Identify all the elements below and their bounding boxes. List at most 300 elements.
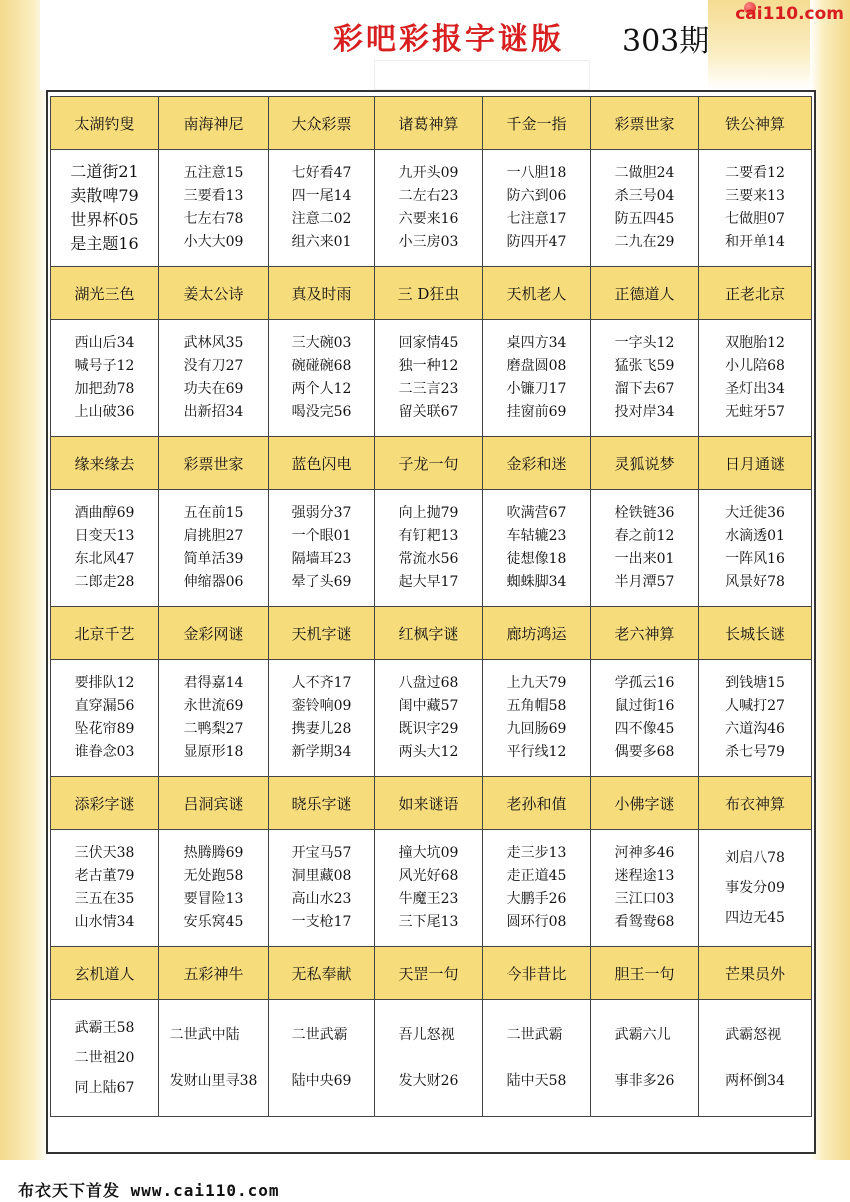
clue-lines xyxy=(725,502,785,594)
clue-line: 六道沟46 xyxy=(725,721,785,737)
clue-line: 三五在35 xyxy=(74,891,135,907)
column-title: 如来谜语 xyxy=(375,777,483,830)
clue-line: 一个眼01 xyxy=(291,528,352,544)
clue-line: 老古董79 xyxy=(74,868,135,884)
clue-line: 二左右23 xyxy=(398,188,459,204)
clue-line: 三大碗03 xyxy=(291,335,352,351)
clue-row xyxy=(51,320,812,437)
column-title: 北京千艺 xyxy=(51,607,159,660)
clue-line: 防四开47 xyxy=(506,234,567,250)
page-background-left xyxy=(0,0,48,1160)
clue-line: 防五四45 xyxy=(614,211,675,227)
clue-line: 三要来13 xyxy=(725,188,785,204)
clue-line: 大迁徙36 xyxy=(725,505,785,521)
column-title: 老六神算 xyxy=(591,607,699,660)
clue-line: 四一尾14 xyxy=(291,188,352,204)
column-title: 晓乐字谜 xyxy=(269,777,375,830)
clue-line: 同上陆67 xyxy=(74,1080,135,1096)
clue-line: 二要看12 xyxy=(725,165,785,181)
clue-line: 四边无45 xyxy=(725,910,785,926)
clue-line: 半月潭57 xyxy=(614,574,675,590)
clue-cell xyxy=(699,490,812,607)
column-title: 湖光三色 xyxy=(51,267,159,320)
clue-lines xyxy=(184,332,244,424)
clue-row xyxy=(51,660,812,777)
clue-lines xyxy=(399,332,459,424)
clue-line: 碗碰碗68 xyxy=(291,358,352,374)
clue-line: 吾儿怒视 xyxy=(398,1027,455,1043)
clue-lines xyxy=(399,502,459,594)
clue-line: 二世武霸 xyxy=(506,1027,563,1043)
clue-line: 携妻儿28 xyxy=(291,721,352,737)
clue-line: 和开单14 xyxy=(725,234,785,250)
column-title: 无私奉献 xyxy=(269,947,375,1000)
clue-cell xyxy=(51,660,159,777)
clue-line: 圆环行08 xyxy=(506,914,567,930)
column-title: 南海神尼 xyxy=(159,97,269,150)
clue-line: 走正道45 xyxy=(506,868,567,884)
clue-line: 无蛀牙57 xyxy=(725,404,785,420)
clue-line: 七好看47 xyxy=(291,165,352,181)
clue-line: 四不像45 xyxy=(614,721,675,737)
page-background-right xyxy=(810,0,850,1160)
clue-lines xyxy=(184,672,244,764)
column-title: 天机字谜 xyxy=(269,607,375,660)
clue-line: 一字头12 xyxy=(614,335,675,351)
column-title: 缘来缘去 xyxy=(51,437,159,490)
column-title: 彩票世家 xyxy=(591,97,699,150)
clue-line: 喊号子12 xyxy=(74,358,135,374)
column-title: 金彩和迷 xyxy=(483,437,591,490)
clue-lines xyxy=(75,332,135,424)
clue-lines xyxy=(292,842,352,934)
clue-cell xyxy=(51,320,159,437)
clue-line: 风景好78 xyxy=(725,574,785,590)
clue-line: 车轱辘23 xyxy=(506,528,567,544)
clue-line: 卖散啤79 xyxy=(70,186,139,205)
clue-cell xyxy=(591,830,699,947)
clue-line: 三要看13 xyxy=(183,188,244,204)
blank-box xyxy=(374,60,590,90)
clue-lines xyxy=(292,162,352,254)
clue-line: 六要来16 xyxy=(398,211,459,227)
clue-line: 武霸六儿 xyxy=(614,1027,671,1043)
clue-cell xyxy=(591,150,699,267)
column-title: 子龙一句 xyxy=(375,437,483,490)
clue-line: 刘启八78 xyxy=(725,850,785,866)
clue-line: 发大财26 xyxy=(398,1073,459,1089)
clue-line: 事发分09 xyxy=(725,880,785,896)
clue-lines xyxy=(292,672,352,764)
clue-line: 发财山里寻38 xyxy=(169,1073,258,1089)
clue-lines xyxy=(507,502,567,594)
clue-line: 杀三号04 xyxy=(614,188,675,204)
clue-line: 隔墙耳23 xyxy=(291,551,352,567)
clue-line: 陆中天58 xyxy=(506,1073,567,1089)
clue-line: 直穿漏56 xyxy=(74,698,135,714)
clue-cell xyxy=(269,660,375,777)
clue-line: 徒想像18 xyxy=(506,551,567,567)
clue-lines xyxy=(75,672,135,764)
clue-cell xyxy=(483,660,591,777)
clue-lines xyxy=(507,162,567,254)
clue-row xyxy=(51,150,812,267)
clue-cell xyxy=(51,490,159,607)
clue-line: 酒曲醇69 xyxy=(74,505,135,521)
column-title: 廊坊鸿运 xyxy=(483,607,591,660)
column-title: 彩票世家 xyxy=(159,437,269,490)
column-title: 诸葛神算 xyxy=(375,97,483,150)
column-title: 今非昔比 xyxy=(483,947,591,1000)
clue-line: 开宝马57 xyxy=(291,845,352,861)
clue-line: 永世流69 xyxy=(183,698,244,714)
clue-row xyxy=(51,490,812,607)
clue-lines xyxy=(75,502,135,594)
clue-lines xyxy=(399,672,459,764)
clue-line: 伸缩器06 xyxy=(183,574,244,590)
clue-line: 山水情34 xyxy=(74,914,135,930)
column-title: 真及时雨 xyxy=(269,267,375,320)
clue-cell xyxy=(51,1000,159,1117)
clue-cell xyxy=(375,1000,483,1117)
clue-line: 大鹏手26 xyxy=(506,891,567,907)
clue-line: 安乐窝45 xyxy=(183,914,244,930)
clue-cell xyxy=(159,1000,269,1117)
clue-cell xyxy=(375,320,483,437)
clue-line: 高山水23 xyxy=(291,891,352,907)
clue-line: 日变天13 xyxy=(74,528,135,544)
clue-lines xyxy=(725,672,785,764)
clue-line: 留关联67 xyxy=(398,404,459,420)
clue-cell xyxy=(51,150,159,267)
clue-lines xyxy=(170,1012,258,1104)
clue-line: 撞大坑09 xyxy=(398,845,459,861)
column-title: 老孙和值 xyxy=(483,777,591,830)
clue-line: 两个人12 xyxy=(291,381,352,397)
clue-lines xyxy=(399,162,459,254)
clue-cell xyxy=(591,490,699,607)
clue-line: 显原形18 xyxy=(183,744,244,760)
clue-line: 出新招34 xyxy=(183,404,244,420)
clue-line: 二郎走28 xyxy=(74,574,135,590)
clue-line: 猛张飞59 xyxy=(614,358,675,374)
header-row xyxy=(51,267,812,320)
column-title: 蓝色闪电 xyxy=(269,437,375,490)
issue-number: 303期 xyxy=(622,24,710,59)
clue-line: 一阵风16 xyxy=(725,551,785,567)
clue-line: 走三步13 xyxy=(506,845,567,861)
clue-line: 二做胆24 xyxy=(614,165,675,181)
clue-line: 独一种12 xyxy=(398,358,459,374)
clue-line: 东北风47 xyxy=(74,551,135,567)
clue-lines xyxy=(615,502,675,594)
clue-cell xyxy=(483,1000,591,1117)
clue-line: 无处跑58 xyxy=(183,868,244,884)
column-title: 正德道人 xyxy=(591,267,699,320)
column-title: 灵狐说梦 xyxy=(591,437,699,490)
column-title: 日月通谜 xyxy=(699,437,812,490)
clue-line: 君得嘉14 xyxy=(183,675,244,691)
clue-lines xyxy=(70,160,138,256)
clue-lines xyxy=(507,332,567,424)
clue-lines xyxy=(725,332,785,424)
clue-line: 是主题16 xyxy=(70,234,139,253)
header-row xyxy=(51,607,812,660)
clue-line: 二道街21 xyxy=(70,162,139,181)
column-title: 长城长谜 xyxy=(699,607,812,660)
clue-cell xyxy=(269,320,375,437)
clue-line: 既识字29 xyxy=(398,721,459,737)
clue-line: 加把劲78 xyxy=(74,381,135,397)
page-title: 彩吧彩报字谜版 xyxy=(333,22,564,57)
clue-lines xyxy=(184,162,244,254)
clue-line: 水滴透01 xyxy=(725,528,785,544)
clue-lines xyxy=(292,332,352,424)
header-row xyxy=(51,947,812,1000)
column-title: 添彩字谜 xyxy=(51,777,159,830)
clue-line: 武林风35 xyxy=(183,335,244,351)
clue-row xyxy=(51,830,812,947)
clue-line: 事非多26 xyxy=(614,1073,675,1089)
clue-line: 三江口03 xyxy=(614,891,675,907)
clue-cell xyxy=(269,1000,375,1117)
header-row xyxy=(51,97,812,150)
clue-line: 八盘过68 xyxy=(398,675,459,691)
clue-cell xyxy=(269,830,375,947)
clue-cell xyxy=(699,1000,812,1117)
column-title: 吕洞宾谜 xyxy=(159,777,269,830)
clue-line: 到钱塘15 xyxy=(725,675,785,691)
clue-lines xyxy=(507,842,567,934)
clue-line: 新学期34 xyxy=(291,744,352,760)
clue-cell xyxy=(375,660,483,777)
column-title: 天机老人 xyxy=(483,267,591,320)
clue-lines xyxy=(75,842,135,934)
clue-lines xyxy=(507,1012,567,1104)
clue-line: 牛魔王23 xyxy=(398,891,459,907)
clue-line: 河神多46 xyxy=(614,845,675,861)
clue-cell xyxy=(375,830,483,947)
clue-line: 坠花帘89 xyxy=(74,721,135,737)
clue-cell xyxy=(591,660,699,777)
clue-cell xyxy=(483,150,591,267)
clue-cell xyxy=(159,490,269,607)
clue-cell xyxy=(699,150,812,267)
clue-lines xyxy=(184,842,244,934)
clue-line: 七做胆07 xyxy=(725,211,785,227)
column-title: 大众彩票 xyxy=(269,97,375,150)
clue-line: 栓铁链36 xyxy=(614,505,675,521)
clue-line: 武霸王58 xyxy=(74,1020,135,1036)
clue-line: 磨盘圆08 xyxy=(506,358,567,374)
clue-lines xyxy=(292,502,352,594)
clue-cell xyxy=(375,490,483,607)
clue-line: 功夫在69 xyxy=(183,381,244,397)
clue-cell xyxy=(483,490,591,607)
clue-line: 上山破36 xyxy=(74,404,135,420)
clue-line: 世界杯05 xyxy=(70,210,139,229)
header-row xyxy=(51,777,812,830)
clue-cell xyxy=(159,660,269,777)
clue-line: 二鸭梨27 xyxy=(183,721,244,737)
clue-line: 学孤云16 xyxy=(614,675,675,691)
clue-line: 回家情45 xyxy=(398,335,459,351)
clue-cell xyxy=(483,830,591,947)
clue-cell xyxy=(269,150,375,267)
clue-line: 常流水56 xyxy=(398,551,459,567)
clue-line: 投对岸34 xyxy=(614,404,675,420)
clue-line: 小大大09 xyxy=(183,234,244,250)
clue-line: 热腾腾69 xyxy=(183,845,244,861)
clue-line: 平行线12 xyxy=(506,744,567,760)
clue-line: 双胞胎12 xyxy=(725,335,785,351)
clue-cell xyxy=(699,660,812,777)
column-title: 小佛字谜 xyxy=(591,777,699,830)
clue-line: 两杯倒34 xyxy=(725,1073,785,1089)
clue-line: 二世武中陆 xyxy=(169,1027,240,1043)
clue-line: 简单活39 xyxy=(183,551,244,567)
clue-line: 七注意17 xyxy=(506,211,567,227)
clue-lines xyxy=(725,843,785,933)
column-title: 五彩神牛 xyxy=(159,947,269,1000)
clue-line: 喝没完56 xyxy=(291,404,352,420)
clue-line: 起大早17 xyxy=(398,574,459,590)
clue-line: 组六来01 xyxy=(291,234,352,250)
clue-line: 向上抛79 xyxy=(398,505,459,521)
clue-cell xyxy=(159,830,269,947)
clue-lines xyxy=(399,842,459,934)
clue-line: 有钉耙13 xyxy=(398,528,459,544)
clue-cell xyxy=(269,490,375,607)
clue-line: 谁眷念03 xyxy=(74,744,135,760)
clue-line: 看鸳鸯68 xyxy=(614,914,675,930)
clue-line: 要排队12 xyxy=(74,675,135,691)
clue-line: 注意二02 xyxy=(291,211,352,227)
column-title: 胆王一句 xyxy=(591,947,699,1000)
column-title: 千金一指 xyxy=(483,97,591,150)
clue-row xyxy=(51,1000,812,1117)
clue-lines xyxy=(184,502,244,594)
clue-line: 人喊打27 xyxy=(725,698,785,714)
clue-line: 肩挑胆27 xyxy=(183,528,244,544)
clue-cell xyxy=(483,320,591,437)
clue-line: 小三房03 xyxy=(398,234,459,250)
column-title: 三 D狂虫 xyxy=(375,267,483,320)
column-title: 天罡一句 xyxy=(375,947,483,1000)
clue-line: 洞里藏08 xyxy=(291,868,352,884)
clue-line: 五角帽58 xyxy=(506,698,567,714)
clue-lines xyxy=(615,162,675,254)
clue-line: 鼠过街16 xyxy=(614,698,675,714)
clue-lines xyxy=(725,162,785,254)
column-title: 铁公神算 xyxy=(699,97,812,150)
clue-line: 一八胆18 xyxy=(506,165,567,181)
clue-lines xyxy=(292,1012,352,1104)
column-title: 姜太公诗 xyxy=(159,267,269,320)
clue-line: 九开头09 xyxy=(398,165,459,181)
column-title: 玄机道人 xyxy=(51,947,159,1000)
clue-cell xyxy=(159,320,269,437)
column-title: 布衣神算 xyxy=(699,777,812,830)
site-logo[interactable]: cai110.com xyxy=(735,4,844,24)
puzzle-table xyxy=(50,96,812,1117)
clue-line: 上九天79 xyxy=(506,675,567,691)
column-title: 金彩网谜 xyxy=(159,607,269,660)
clue-line: 偶要多68 xyxy=(614,744,675,760)
clue-line: 一支枪17 xyxy=(291,914,352,930)
column-title: 太湖钓叟 xyxy=(51,97,159,150)
clue-line: 二三言23 xyxy=(398,381,459,397)
column-title: 正老北京 xyxy=(699,267,812,320)
footer-credit: 布衣天下首发 www.cai110.com xyxy=(18,1181,280,1200)
clue-lines xyxy=(725,1012,785,1104)
clue-line: 三下尾13 xyxy=(398,914,459,930)
clue-line: 陆中央69 xyxy=(291,1073,352,1089)
clue-lines xyxy=(615,332,675,424)
clue-line: 一出来01 xyxy=(614,551,675,567)
clue-line: 杀七号79 xyxy=(725,744,785,760)
column-title: 红枫字谜 xyxy=(375,607,483,660)
header-row xyxy=(51,437,812,490)
clue-lines xyxy=(615,1012,675,1104)
clue-line: 要冒险13 xyxy=(183,891,244,907)
clue-line: 五在前15 xyxy=(183,505,244,521)
clue-line: 桌四方34 xyxy=(506,335,567,351)
clue-line: 九回肠69 xyxy=(506,721,567,737)
clue-line: 防六到06 xyxy=(506,188,567,204)
clue-line: 强弱分37 xyxy=(291,505,352,521)
clue-cell xyxy=(591,320,699,437)
clue-cell xyxy=(159,150,269,267)
clue-cell xyxy=(51,830,159,947)
clue-cell xyxy=(699,320,812,437)
column-title: 芒果员外 xyxy=(699,947,812,1000)
clue-line: 圣灯出34 xyxy=(725,381,785,397)
clue-line: 三伏天38 xyxy=(74,845,135,861)
clue-lines xyxy=(507,672,567,764)
clue-line: 西山后34 xyxy=(74,335,135,351)
clue-line: 蜘蛛脚34 xyxy=(506,574,567,590)
clue-cell xyxy=(591,1000,699,1117)
clue-line: 挂窗前69 xyxy=(506,404,567,420)
clue-line: 武霸怒视 xyxy=(725,1027,782,1043)
clue-cell xyxy=(375,150,483,267)
clue-line: 小镰刀17 xyxy=(506,381,567,397)
clue-lines xyxy=(615,672,675,764)
clue-cell xyxy=(699,830,812,947)
clue-line: 晕了头69 xyxy=(291,574,352,590)
clue-line: 小儿陪68 xyxy=(725,358,785,374)
clue-line: 两头大12 xyxy=(398,744,459,760)
clue-lines xyxy=(399,1012,459,1104)
clue-line: 二世武霸 xyxy=(291,1027,348,1043)
clue-line: 闺中藏57 xyxy=(398,698,459,714)
clue-line: 二世祖20 xyxy=(74,1050,135,1066)
clue-line: 五注意15 xyxy=(183,165,244,181)
clue-line: 迷程途13 xyxy=(614,868,675,884)
clue-line: 风光好68 xyxy=(398,868,459,884)
clue-lines xyxy=(75,1013,135,1103)
clue-line: 溜下去67 xyxy=(614,381,675,397)
clue-line: 七左右78 xyxy=(183,211,244,227)
clue-line: 春之前12 xyxy=(614,528,675,544)
clue-line: 人不齐17 xyxy=(291,675,352,691)
clue-line: 没有刀27 xyxy=(183,358,244,374)
clue-line: 銮铃响09 xyxy=(291,698,352,714)
clue-line: 吹满营67 xyxy=(506,505,567,521)
clue-lines xyxy=(615,842,675,934)
clue-line: 二九在29 xyxy=(614,234,675,250)
